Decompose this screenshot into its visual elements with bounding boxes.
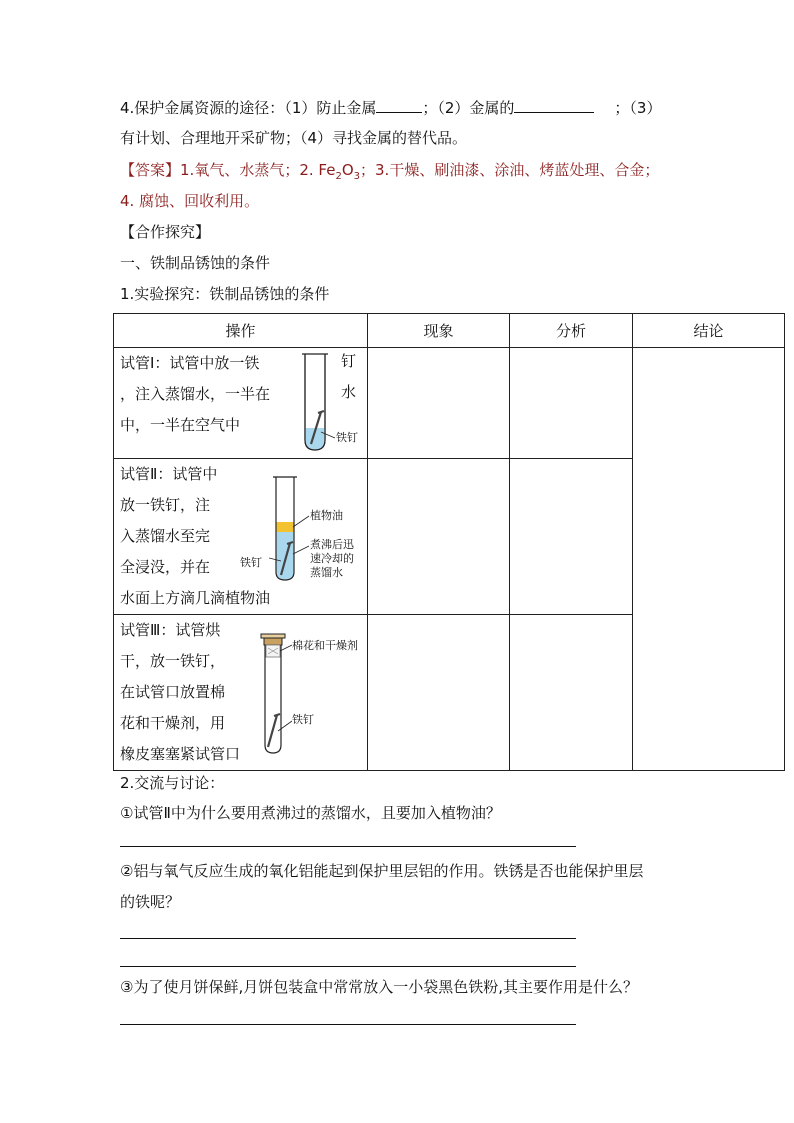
tube3-label-cotton: 棉花和干燥剂 bbox=[292, 639, 358, 652]
tube2-label-nail: 铁钉 bbox=[240, 556, 262, 569]
tube2-label-oil: 植物油 bbox=[310, 509, 343, 522]
section-heading-1: 一、铁制品锈蚀的条件 bbox=[120, 254, 271, 272]
answer-line2: 4. 腐蚀、回收利用。 bbox=[120, 192, 260, 210]
tube2-text-4: 全浸没，并在 bbox=[120, 558, 211, 576]
tube1-text-1: 试管Ⅰ：试管中放一铁 bbox=[120, 354, 260, 372]
answer-line-q2-2 bbox=[120, 966, 576, 967]
tube2-text-5: 水面上方滴几滴植物油 bbox=[120, 589, 271, 607]
tube1-text-3: 中，一半在空气中 bbox=[120, 416, 241, 434]
answer-label: 【答案】 bbox=[120, 161, 181, 179]
header-phenomenon: 现象 bbox=[368, 314, 510, 348]
analysis-cell-tube-3 bbox=[510, 615, 633, 771]
discussion-question-2-line1: ②铝与氧气反应生成的氧化铝能起到保护里层铝的作用。铁锈是否也能保护里层 bbox=[120, 862, 644, 880]
blank-2 bbox=[514, 96, 594, 113]
analysis-cell-tube-2 bbox=[510, 459, 633, 615]
header-conclusion: 结论 bbox=[633, 314, 785, 348]
header-operation: 操作 bbox=[114, 314, 368, 348]
analysis-cell-tube-1 bbox=[510, 348, 633, 459]
discussion-title: 2.交流与讨论： bbox=[120, 774, 225, 792]
tube2-text-1: 试管Ⅱ：试管中 bbox=[120, 465, 218, 483]
tube1-label-1: 钉 bbox=[341, 352, 357, 370]
phenomenon-cell-tube-1 bbox=[368, 348, 510, 459]
phenomenon-cell-tube-2 bbox=[368, 459, 510, 615]
operation-cell-tube-3 bbox=[114, 615, 368, 771]
operation-cell-tube-1 bbox=[114, 348, 368, 459]
section-heading-2: 1.实验探究：铁制品锈蚀的条件 bbox=[120, 285, 330, 303]
operation-cell-tube-2 bbox=[114, 459, 368, 615]
table-row-tube-1 bbox=[114, 348, 785, 459]
tube2-label-water-3: 蒸馏水 bbox=[310, 566, 343, 579]
discussion-question-3: ③为了使月饼保鲜,月饼包装盒中常常放入一小袋黑色铁粉,其主要作用是什么？ bbox=[120, 978, 638, 996]
tube1-text-2: ，注入蒸馏水，一半在 bbox=[120, 385, 271, 403]
tube3-label-nail: 铁钉 bbox=[292, 713, 314, 726]
question-4-line2: 有计划、合理地开采矿物；（4）寻找金属的替代品。 bbox=[120, 129, 468, 147]
answer-line-q1 bbox=[120, 846, 576, 847]
answer-o: O bbox=[341, 161, 354, 179]
tube3-text-3: 在试管口放置棉 bbox=[120, 683, 226, 701]
header-analysis: 分析 bbox=[510, 314, 633, 348]
answer-sub2: 2 bbox=[335, 171, 342, 182]
answer-sub3: 3 bbox=[353, 171, 361, 182]
q4-part1: 4.保护金属资源的途径：（1）防止金属 bbox=[120, 99, 377, 117]
tube2-text-2: 放一铁钉，注 bbox=[120, 496, 211, 514]
answer-line1 bbox=[120, 159, 659, 188]
conclusion-cell bbox=[633, 348, 785, 771]
blank-1 bbox=[376, 96, 422, 113]
tube3-text-1: 试管Ⅲ：试管烘 bbox=[120, 621, 221, 639]
tube3-text-2: 干，放一铁钉， bbox=[120, 652, 226, 670]
q4-part2: ；（2）金属的 bbox=[422, 99, 515, 117]
discussion-question-2-line2: 的铁呢？ bbox=[120, 893, 181, 911]
q4-part3: ；（3） bbox=[614, 99, 662, 117]
question-4-line1 bbox=[120, 96, 661, 119]
tube3-text-5: 橡皮塞塞紧试管口 bbox=[120, 745, 241, 763]
phenomenon-cell-tube-3 bbox=[368, 615, 510, 771]
tube2-label-water-1: 煮沸后迅 bbox=[310, 538, 354, 551]
table-header-row bbox=[114, 314, 785, 348]
answer-line-q2-1 bbox=[120, 938, 576, 939]
answer-text2: ；3.干燥、刷油漆、涂油、烤蓝处理、合金； bbox=[360, 161, 660, 179]
discussion-question-1: ①试管Ⅱ中为什么要用煮沸过的蒸馏水，且要加入植物油？ bbox=[120, 804, 501, 822]
tube2-text-3: 入蒸馏水至完 bbox=[120, 527, 211, 545]
answer-line-q3 bbox=[120, 1024, 576, 1025]
tube3-text-4: 花和干燥剂，用 bbox=[120, 714, 226, 732]
answer-text1: 1.氧气、水蒸气；2. Fe bbox=[180, 161, 336, 179]
tube1-label-2: 水 bbox=[341, 383, 357, 401]
experiment-table bbox=[113, 313, 785, 771]
tube1-label-3: 铁钉 bbox=[336, 431, 358, 444]
section-title: 【合作探究】 bbox=[120, 223, 211, 241]
tube2-label-water-2: 速冷却的 bbox=[310, 552, 354, 565]
